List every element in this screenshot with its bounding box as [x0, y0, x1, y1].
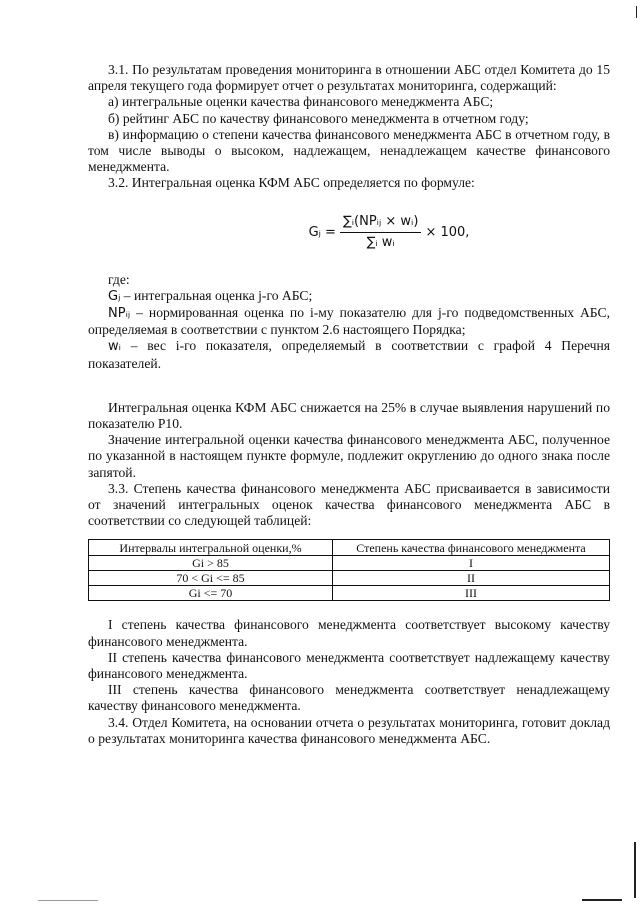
formula-denominator: ∑ᵢ wᵢ — [366, 235, 395, 251]
paragraph-3-2: 3.2. Интегральная оценка КФМ АБС определяется по формуле: — [108, 175, 475, 191]
scan-edge-mark — [634, 842, 636, 898]
degree-1-paragraph: I степень качества финансового менеджмента соответствует высокому качеству финансового менеджмента. — [88, 617, 610, 649]
paragraph-3-1: 3.1. По результатам проведения мониторинга в отношении АБС отдел Комитета до 15 апреля текущего года формирует отчет о результатах мониторинга, содержащий: — [88, 62, 610, 94]
rounding-paragraph: Значение интегральной оценки качества финансового менеджмента АБС, полученное по указанной в настоящем пункте формуле, подлежит округлению до одного знака после запятой. — [88, 432, 610, 480]
formula-lhs: Gⱼ = — [308, 224, 336, 240]
scan-edge-mark — [38, 900, 98, 901]
document-page — [88, 62, 610, 747]
table-header-intervals: Интервалы интегральной оценки,% — [89, 540, 333, 556]
table-cell-interval: Gi <= 70 — [89, 586, 333, 601]
item-a: а) интегральные оценки качества финансового менеджмента АБС; — [108, 94, 494, 110]
symbol-np: NPᵢⱼ — [108, 306, 131, 322]
formula-numerator: ∑ᵢ(NPᵢⱼ × wᵢ) — [340, 214, 422, 233]
definition-w-text: – вес i-го показателя, определяемый в соответствии с графой 4 Перечня показателей. — [88, 338, 610, 371]
definition-np — [88, 305, 610, 338]
table-cell-interval: Gi > 85 — [89, 556, 333, 571]
definition-w — [88, 338, 610, 371]
quality-degree-table — [88, 539, 610, 601]
paragraph-3-3: 3.3. Степень качества финансового менеджмента АБС присваивается в зависимости от значений интегральных оценок качества финансового менеджмента АБС в соответствии со следующей таблицей: — [88, 480, 610, 529]
degree-3-paragraph: III степень качества финансового менеджмента соответствует ненадлежащему качеству финансового менеджмента. — [88, 682, 610, 714]
table-cell-degree: I — [333, 556, 610, 571]
table-header-row — [89, 540, 610, 556]
degree-2-paragraph: II степень качества финансового менеджмента соответствует надлежащему качеству финансового менеджмента. — [88, 649, 610, 682]
table-row — [89, 586, 610, 601]
definition-np-text: – нормированная оценка по i-му показателю для j-го подведомственных АБС, определяемая в соответствии с пунктом 2.6 настоящего Порядка; — [88, 305, 610, 338]
formula — [168, 210, 610, 256]
scan-edge-mark — [636, 6, 637, 18]
table-row — [89, 571, 610, 586]
symbol-w: wᵢ — [108, 339, 121, 355]
where-label: где: — [108, 271, 130, 287]
item-v: в) информацию о степени качества финансового менеджмента АБС в отчетном году, в том числе выводы о высоком, надлежащем, ненадлежащем качестве финансового менеджмента. — [88, 126, 610, 175]
definition-g — [88, 288, 610, 305]
formula-fraction — [340, 214, 422, 251]
formula-rhs: × 100, — [425, 224, 470, 240]
table-cell-degree: III — [333, 586, 610, 601]
symbol-g: Gⱼ — [108, 288, 121, 304]
paragraph-3-4: 3.4. Отдел Комитета, на основании отчета о результатах мониторинга, готовит доклад о результатах мониторинга качества финансового менеджмента АБС. — [88, 714, 610, 746]
table-cell-interval: 70 < Gi <= 85 — [89, 571, 333, 586]
item-b: б) рейтинг АБС по качеству финансового менеджмента в отчетном году; — [108, 110, 529, 126]
table-row — [89, 556, 610, 571]
definition-g-text: – интегральная оценка j-го АБС; — [120, 287, 313, 303]
table-header-degree: Степень качества финансового менеджмента — [333, 540, 610, 556]
table-cell-degree: II — [333, 571, 610, 586]
scan-edge-mark — [582, 899, 622, 901]
reduction-paragraph: Интегральная оценка КФМ АБС снижается на 25% в случае выявления нарушений по показателю Р10. — [88, 399, 610, 432]
